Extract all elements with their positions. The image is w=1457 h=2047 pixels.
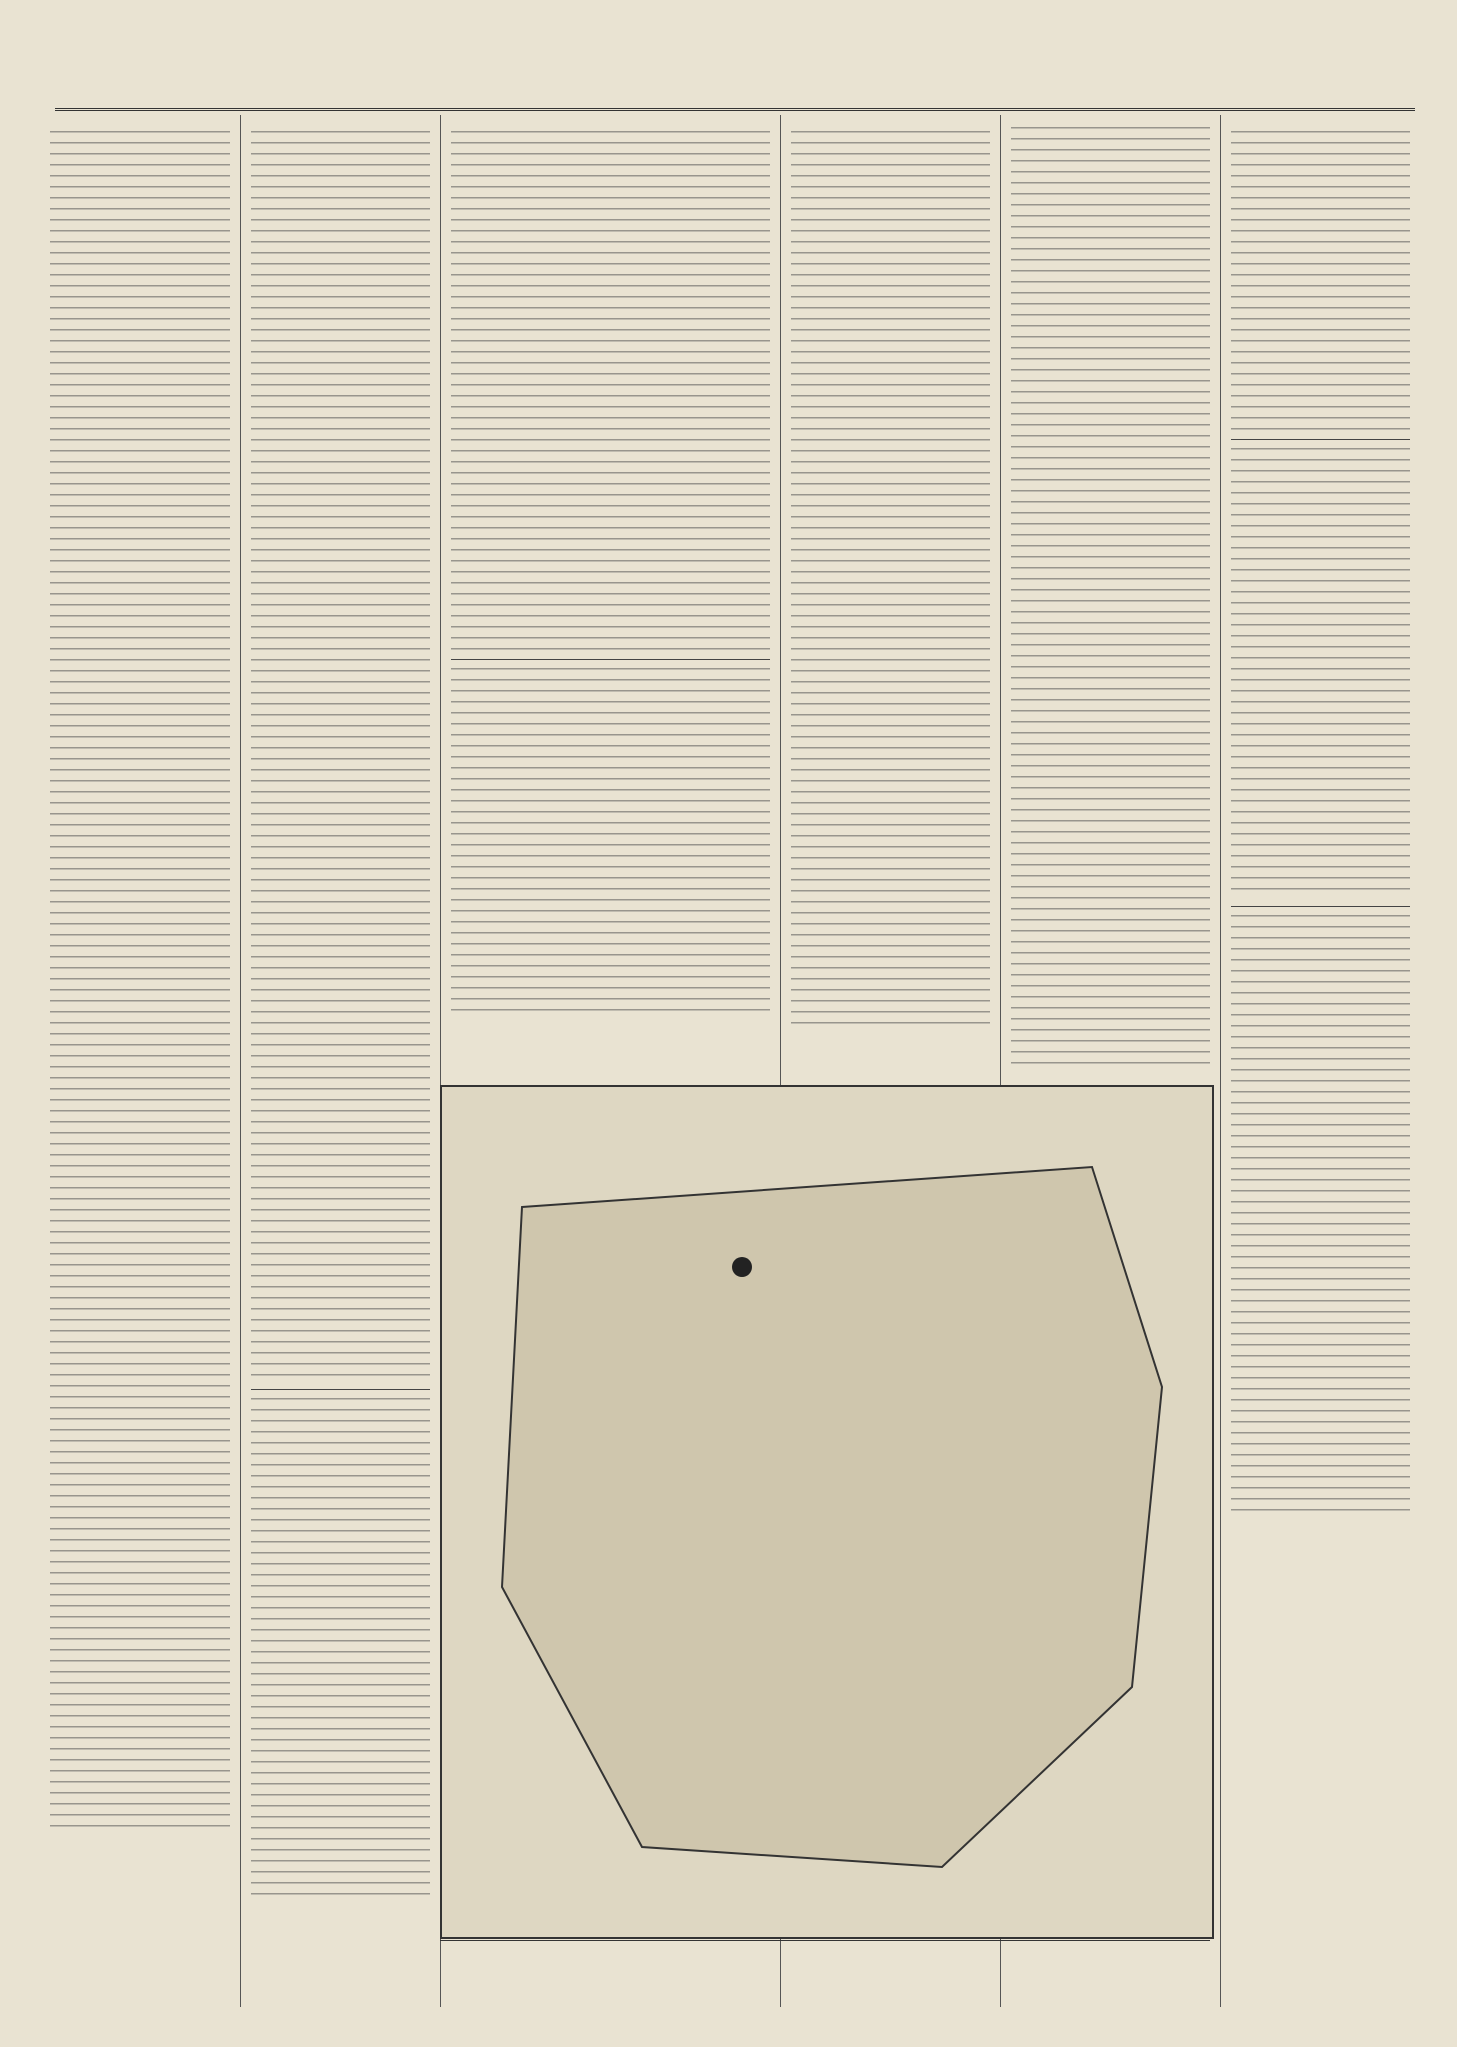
column-sports (240, 115, 440, 2007)
text-block (1231, 131, 1410, 431)
text-block (1231, 448, 1410, 898)
text-block (791, 131, 990, 1031)
text-block (251, 1398, 430, 1898)
divider (1231, 439, 1410, 440)
text-block (451, 668, 770, 1018)
divider (451, 659, 770, 660)
divider (1231, 906, 1410, 907)
map-caption (440, 1940, 1210, 1971)
divider (251, 1389, 430, 1390)
text-block (1231, 915, 1410, 1515)
text-block (451, 131, 770, 651)
masthead (55, 72, 1415, 111)
column-majlis (1220, 115, 1420, 2007)
map-image (440, 1085, 1214, 1939)
text-block (251, 131, 430, 1381)
text-block (1011, 127, 1210, 1067)
column-left (40, 115, 240, 2007)
text-block (50, 131, 230, 1831)
map-illustration (442, 1087, 1212, 1937)
